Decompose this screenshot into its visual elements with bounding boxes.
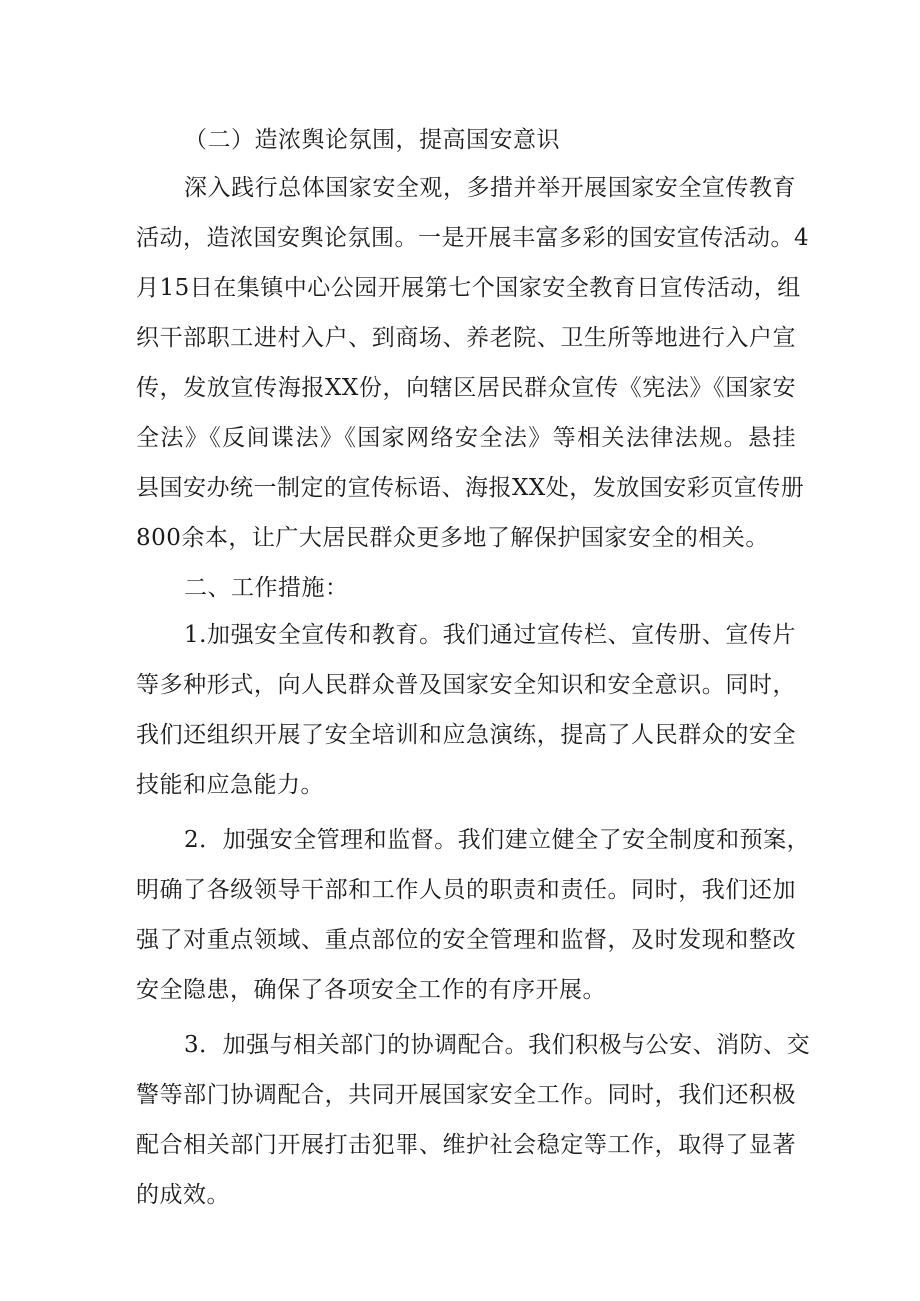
list-item-line: 明确了各级领导干部和工作人员的职责和责任。同时，我们还加 bbox=[136, 877, 796, 903]
list-item-line: 我们还组织开展了安全培训和应急演练，提高了人民群众的安全 bbox=[136, 722, 796, 748]
list-item-line: 2．加强安全管理和监督。我们建立健全了安全制度和预案， bbox=[184, 827, 811, 853]
subsection-heading: （二）造浓舆论氛围，提高国安意识 bbox=[184, 127, 560, 153]
list-item-line: 1.加强安全宣传和教育。我们通过宣传栏、宣传册、宣传片 bbox=[184, 622, 796, 648]
paragraph-line: 县国安办统一制定的宣传标语、海报XX处，发放国安彩页宣传册 bbox=[136, 475, 805, 501]
list-item-line: 3．加强与相关部门的协调配合。我们积极与公安、消防、交 bbox=[184, 1032, 811, 1058]
list-item-line: 配合相关部门开展打击犯罪、维护社会稳定等工作，取得了显著 bbox=[136, 1132, 796, 1158]
list-item-line: 安全隐患，确保了各项安全工作的有序开展。 bbox=[136, 977, 606, 1003]
paragraph-line: 深入践行总体国家安全观，多措并举开展国家安全宣传教育 bbox=[184, 175, 796, 201]
list-item-line: 警等部门协调配合，共同开展国家安全工作。同时，我们还积极 bbox=[136, 1082, 796, 1108]
paragraph-line: 月15日在集镇中心公园开展第七个国家安全教育日宣传活动，组 bbox=[136, 275, 801, 301]
paragraph-line: 织干部职工进村入户、到商场、养老院、卫生所等地进行入户宣 bbox=[136, 325, 796, 351]
paragraph-line: 全法》《反间谍法》《国家网络安全法》等相关法律法规。悬挂 bbox=[136, 425, 796, 451]
list-item-line: 技能和应急能力。 bbox=[136, 772, 324, 798]
paragraph-line: 800余本，让广大居民群众更多地了解保护国家安全的相关。 bbox=[136, 525, 769, 551]
list-item-line: 的成效。 bbox=[136, 1182, 230, 1208]
list-item-line: 强了对重点领域、重点部位的安全管理和监督，及时发现和整改 bbox=[136, 927, 796, 953]
list-item-line: 等多种形式，向人民群众普及国家安全知识和安全意识。同时， bbox=[136, 672, 796, 698]
paragraph-line: 活动，造浓国安舆论氛围。一是开展丰富多彩的国安宣传活动。4 bbox=[136, 225, 810, 251]
paragraph-line: 传，发放宣传海报XX份，向辖区居民群众宣传《宪法》《国家安 bbox=[136, 375, 796, 401]
section-title: 二、工作措施： bbox=[184, 575, 349, 601]
